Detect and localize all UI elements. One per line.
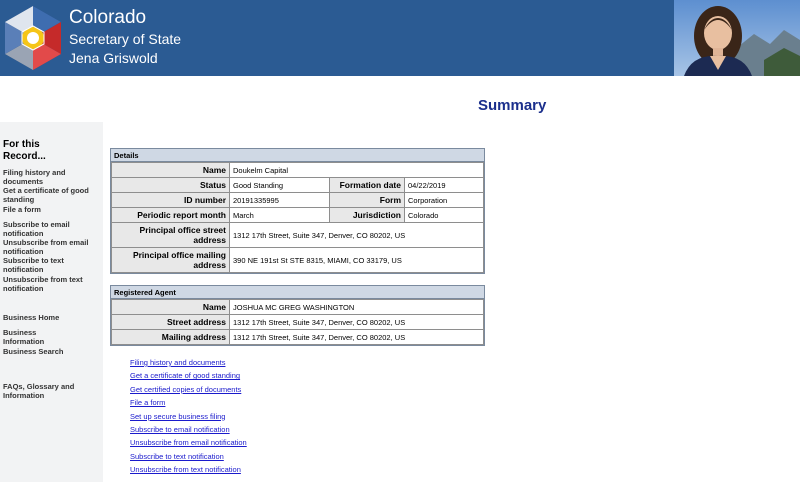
agent-row-street (112, 315, 484, 330)
details-jurisdiction-value: Colorado (405, 208, 484, 223)
details-street-value: 1312 17th Street, Suite 347, Denver, CO 80202, US (230, 223, 484, 248)
header-state: Colorado (69, 7, 147, 28)
sidebar-link-faqs[interactable]: FAQs, Glossary and Information (3, 382, 75, 400)
details-mailing-value: 390 NE 191st St STE 8315, MIAMI, CO 33179, US (230, 248, 484, 273)
details-row-status (112, 178, 484, 193)
details-row-mailing (112, 248, 484, 273)
record-actions-links (130, 356, 247, 477)
sidebar-link-business-information[interactable]: Business Information (3, 328, 45, 346)
agent-street-value: 1312 17th Street, Suite 347, Denver, CO 80202, US (230, 315, 484, 330)
details-periodic-label: Periodic report month (112, 208, 230, 223)
details-street-label: Principal office street address (112, 223, 230, 248)
sidebar-heading: For this Record... (3, 139, 46, 162)
details-name-value: Doukelm Capital (230, 163, 484, 178)
details-formation-value: 04/22/2019 (405, 178, 484, 193)
details-status-value: Good Standing (230, 178, 330, 193)
details-id-label: ID number (112, 193, 230, 208)
link-certified-copies[interactable]: Get certified copies of documents (130, 384, 242, 394)
sidebar-link-file-form[interactable]: File a form (3, 205, 41, 214)
header-office: Secretary of State (69, 31, 182, 47)
details-heading: Details (111, 149, 484, 162)
details-row-id (112, 193, 484, 208)
details-jurisdiction-label: Jurisdiction (330, 208, 405, 223)
sidebar-link-subscribe-email[interactable]: Subscribe to email notification (3, 220, 70, 238)
agent-name-label: Name (112, 300, 230, 315)
details-status-label: Status (112, 178, 230, 193)
link-unsubscribe-email[interactable]: Unsubscribe from email notification (130, 438, 247, 448)
details-row-street (112, 223, 484, 248)
sidebar-link-subscribe-text[interactable]: Subscribe to text notification (3, 256, 64, 274)
details-row-periodic (112, 208, 484, 223)
page-title: Summary (478, 97, 547, 114)
details-mailing-label: Principal office mailing address (112, 248, 230, 273)
agent-mailing-label: Mailing address (112, 330, 230, 345)
agent-name-value: JOSHUA MC GREG WASHINGTON (230, 300, 484, 315)
details-section (110, 148, 485, 274)
registered-agent-table (111, 299, 484, 345)
official-portrait-image (674, 0, 800, 76)
header-title-block (69, 6, 181, 68)
registered-agent-section (110, 285, 485, 346)
header-official: Jena Griswold (69, 50, 158, 66)
link-certificate-good-standing[interactable]: Get a certificate of good standing (130, 371, 241, 381)
sidebar (0, 122, 103, 482)
colorado-sos-logo[interactable] (0, 4, 66, 70)
agent-row-name (112, 300, 484, 315)
sidebar-link-business-home[interactable]: Business Home (3, 313, 60, 322)
link-unsubscribe-text[interactable]: Unsubscribe from text notification (130, 465, 241, 475)
details-id-value: 20191335995 (230, 193, 330, 208)
details-row-name (112, 163, 484, 178)
link-filing-history[interactable]: Filing history and documents (130, 358, 226, 367)
details-periodic-value: March (230, 208, 330, 223)
header-banner (0, 0, 800, 76)
details-name-label: Name (112, 163, 230, 178)
sidebar-link-business-search[interactable]: Business Search (3, 347, 64, 356)
details-table (111, 162, 484, 273)
agent-mailing-value: 1312 17th Street, Suite 347, Denver, CO 80202, US (230, 330, 484, 345)
registered-agent-heading: Registered Agent (111, 286, 484, 299)
details-form-label: Form (330, 193, 405, 208)
link-secure-business-filing[interactable]: Set up secure business filing (130, 411, 226, 421)
sidebar-link-filing-history[interactable]: Filing history and documents (3, 168, 66, 186)
sidebar-link-unsubscribe-text[interactable]: Unsubscribe from text notification (3, 275, 83, 293)
agent-street-label: Street address (112, 315, 230, 330)
details-formation-label: Formation date (330, 178, 405, 193)
details-form-value: Corporation (405, 193, 484, 208)
agent-row-mailing (112, 330, 484, 345)
link-file-form[interactable]: File a form (130, 398, 166, 408)
link-subscribe-email[interactable]: Subscribe to email notification (130, 425, 230, 435)
sidebar-link-certificate-good-standing[interactable]: Get a certificate of good standing (3, 186, 89, 204)
link-subscribe-text[interactable]: Subscribe to text notification (130, 451, 224, 461)
sidebar-link-unsubscribe-email[interactable]: Unsubscribe from email notification (3, 238, 89, 256)
